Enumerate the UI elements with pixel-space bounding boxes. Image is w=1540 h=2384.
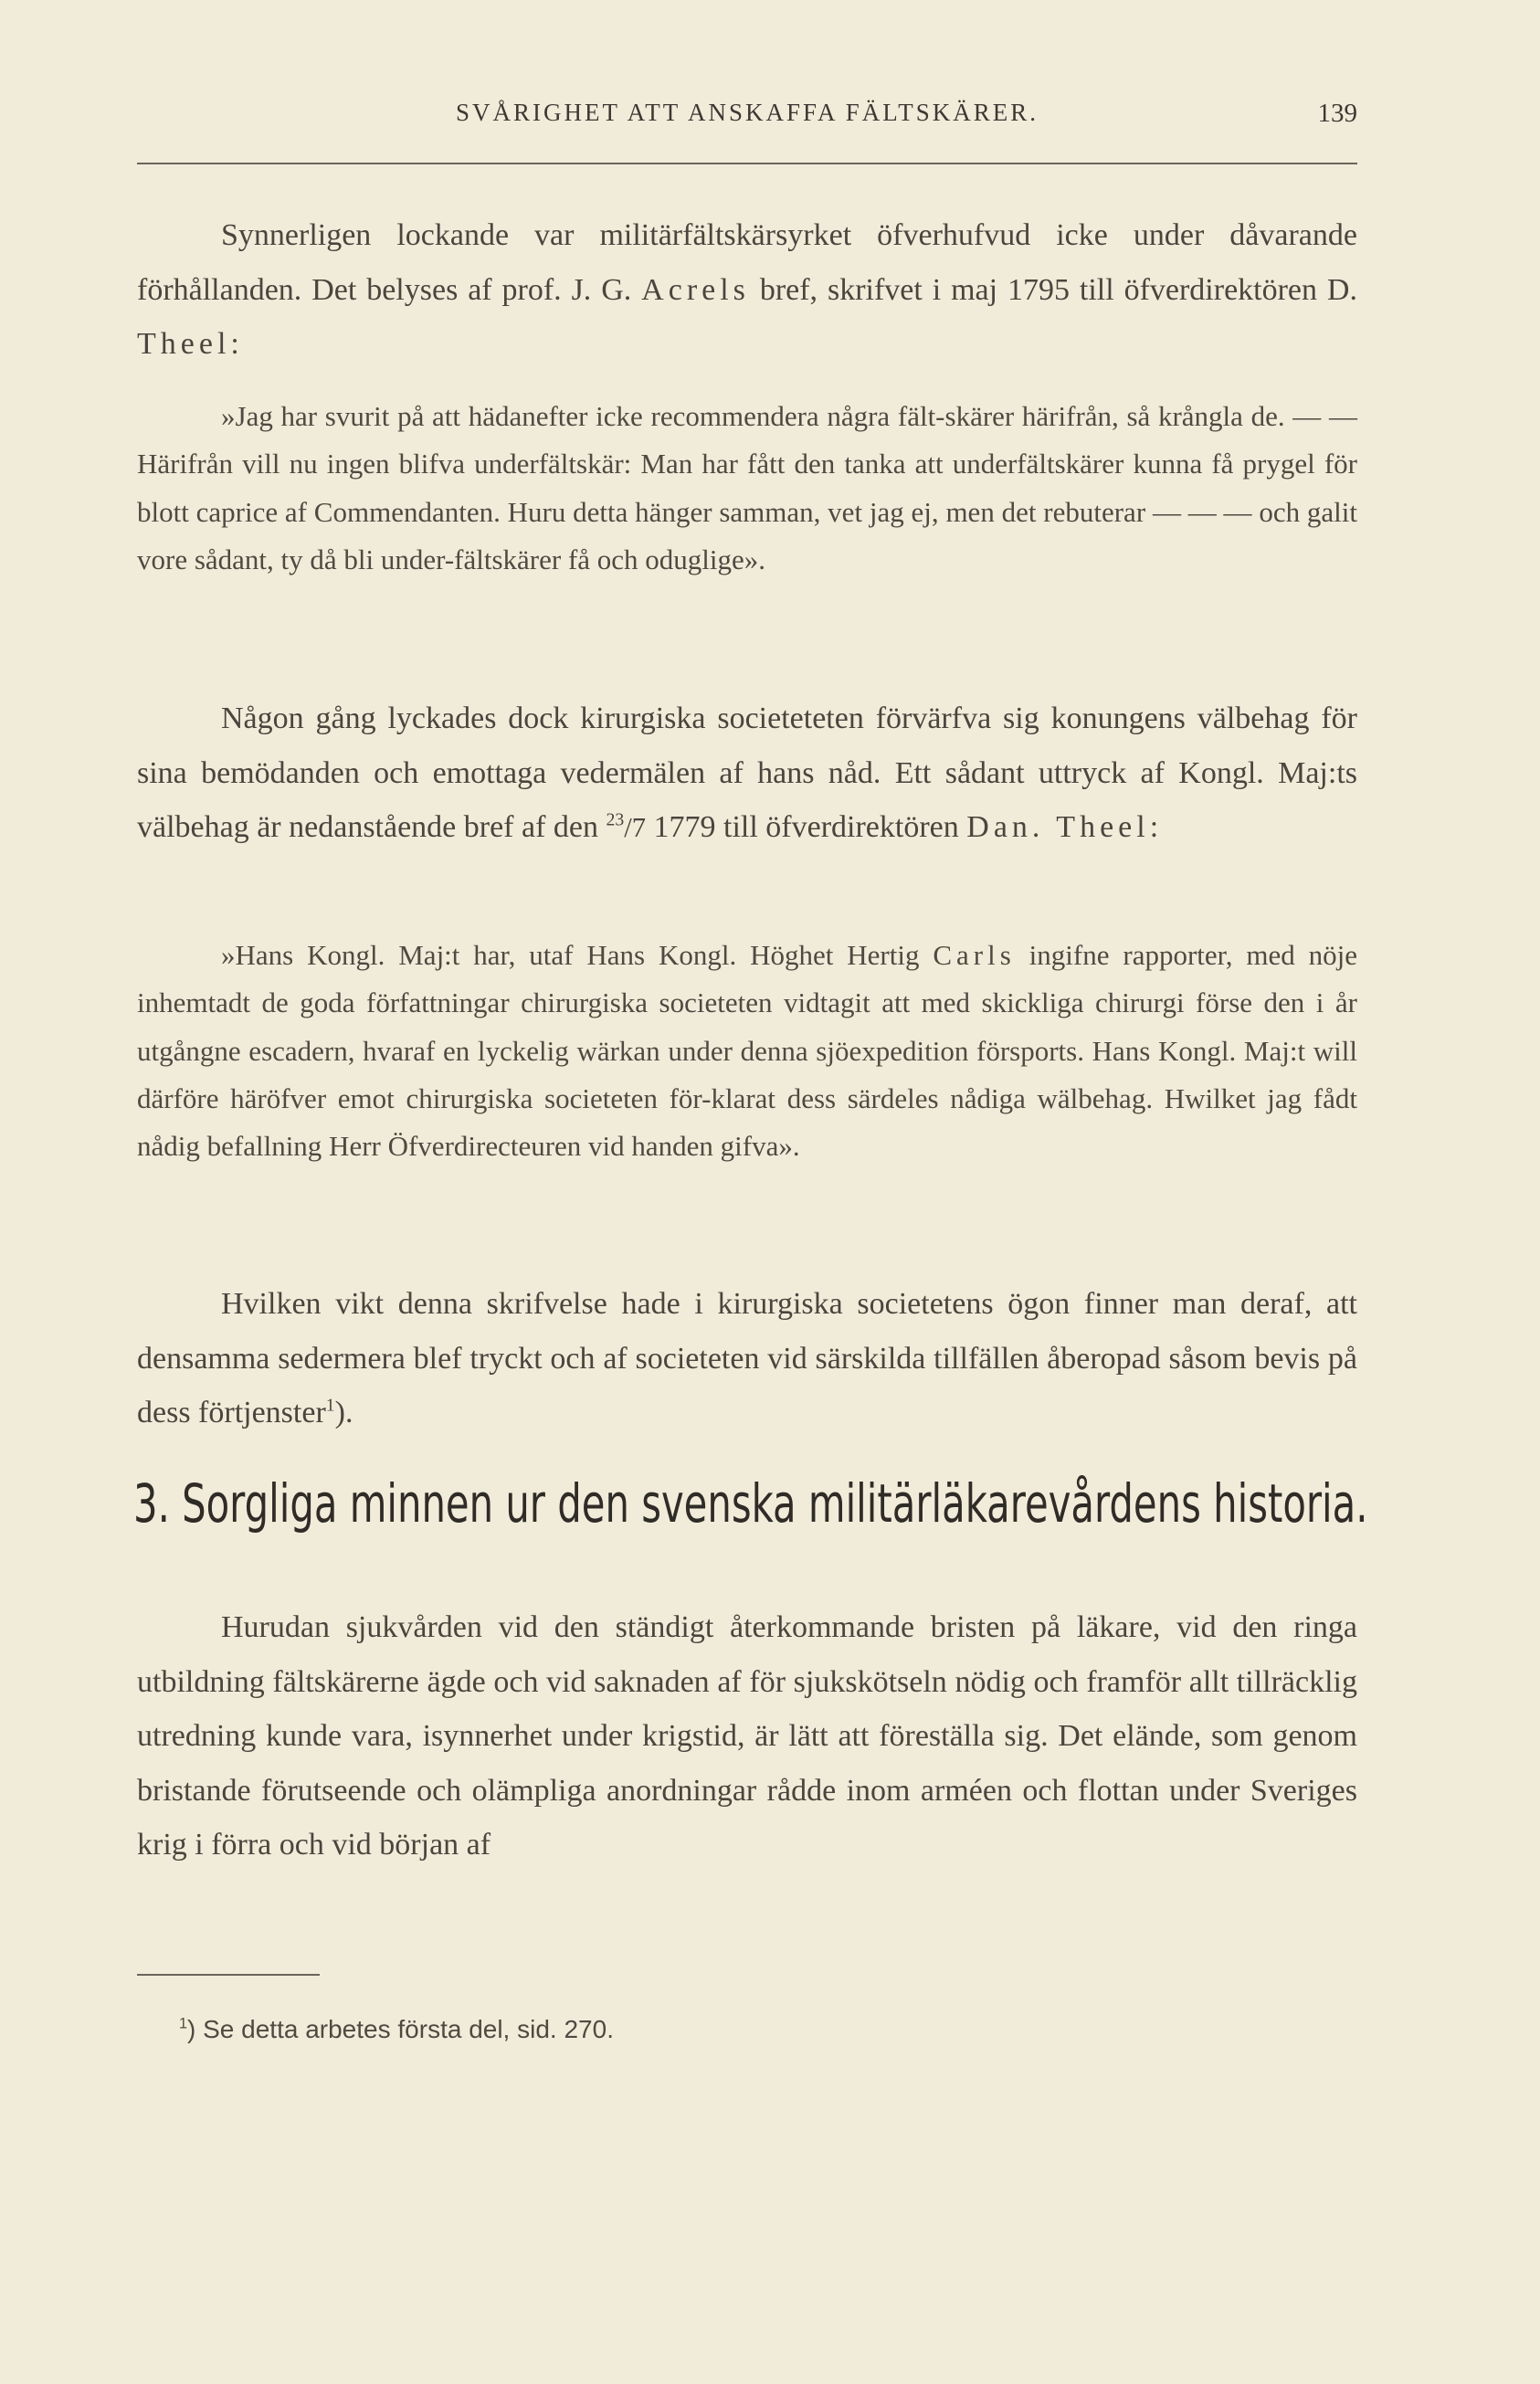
- running-title: SVÅRIGHET ATT ANSKAFFA FÄLTSKÄRER.: [455, 99, 1039, 126]
- person-name-theel: Theel: [137, 327, 231, 361]
- footnote-rule: [137, 1974, 320, 1976]
- header-rule: [137, 163, 1357, 164]
- paragraph-royal-favour: [137, 691, 1357, 856]
- paragraph-healthcare: [137, 1600, 1357, 1872]
- paragraph-text: Hvilken vikt denna skrifvelse hade i kirurgiska societetens ögon finner man deraf, att densamma sedermera blef tryckt och af societeten vid särskilda tillfällen åberopad såsom bevis på dess förtjenster: [137, 1287, 1357, 1429]
- section-heading: 3. Sorgliga minnen ur den svenska militärläkarevårdens historia.: [133, 1472, 1368, 1535]
- paragraph-acrel-letter: [137, 208, 1357, 372]
- quote-text: ingifne rapporter, med nöje inhemtadt de goda författningar chirurgiska societeten vidtagit att med skickliga chirurgi förse den i år utgångne escadern, hvaraf en lyckelig wärkan under denna sjöexpedition försports. Hans Kongl. Maj:t will därföre häröfver emot chirurgiska societeten för-klarat dess särdeles nådiga wälbehag. Hwilket jag fådt nådig befallning Herr Öfverdirecteuren vid handen gifva».: [137, 939, 1358, 1163]
- quote-text: »Hans Kongl. Maj:t har, utaf Hans Kongl. Höghet Hertig: [221, 939, 933, 971]
- paragraph-text: Någon gång lyckades dock kirurgiska societeteten förvärfva sig konungens välbehag för sina bemödanden och emottaga vedermälen af hans nåd. Ett sådant uttryck af Kongl. Maj:ts välbehag är nedanstående bref af den: [137, 701, 1357, 844]
- quote-text: »Jag har svurit på att hädanefter icke recommendera några fält-skärer härifrån, så krångla de. — — Härifrån vill nu ingen blifva underfältskär: Man har fått den tanka att underfältskärer kunna få prygel för blott caprice af Commendanten. Huru detta hänger samman, vet jag ej, men det rebuterar — — — och galit vore sådant, ty då bli under-fältskärer få och oduglige».: [137, 400, 1357, 575]
- paragraph-text: Hurudan sjukvården vid den ständigt återkommande bristen på läkare, vid den ringa utbildning fältskärerne ägde och vid saknaden af för sjukskötseln nödig och framför allt tillräcklig utredning kunde vara, isynnerhet under krigstid, är lätt att föreställa sig. Det elände, som genom bristande förutseende och olämpliga anordningar rådde inom arméen och flottan under Sveriges krig i förra och vid början af: [137, 1610, 1357, 1862]
- quote-acrel: [137, 393, 1357, 584]
- paragraph-text: ).: [334, 1396, 353, 1429]
- date-month: /7: [624, 812, 647, 843]
- paragraph-text: 1779 till öfverdirektören: [646, 810, 967, 844]
- page-number: 139: [1317, 99, 1357, 128]
- paragraph-text: bref, skrifvet i maj 1795 till öfverdirektören D.: [749, 272, 1357, 307]
- paragraph-text: Synnerligen lockande var militärfältskärsyrket öfverhufvud icke under dåvarande förhållanden. Det belyses af prof. J. G.: [137, 218, 1357, 307]
- person-name-carls: Carls: [933, 939, 1016, 971]
- paragraph-text: :: [1149, 810, 1159, 844]
- paragraph-text: :: [230, 327, 239, 361]
- person-name-dan-theel: Dan. Theel: [966, 810, 1150, 844]
- quote-royal-letter: [137, 932, 1357, 1170]
- paragraph-significance: [137, 1277, 1357, 1440]
- running-head: [137, 99, 1357, 144]
- footnote-marker: 1: [179, 2015, 188, 2032]
- footnote-text: ) Se detta arbetes första del, sid. 270.: [187, 2015, 614, 2043]
- person-name-acrel: Acrels: [641, 272, 750, 307]
- footnote-reference[interactable]: 1: [325, 1395, 335, 1416]
- footnote: [179, 2015, 614, 2044]
- date-day: 23: [606, 809, 625, 830]
